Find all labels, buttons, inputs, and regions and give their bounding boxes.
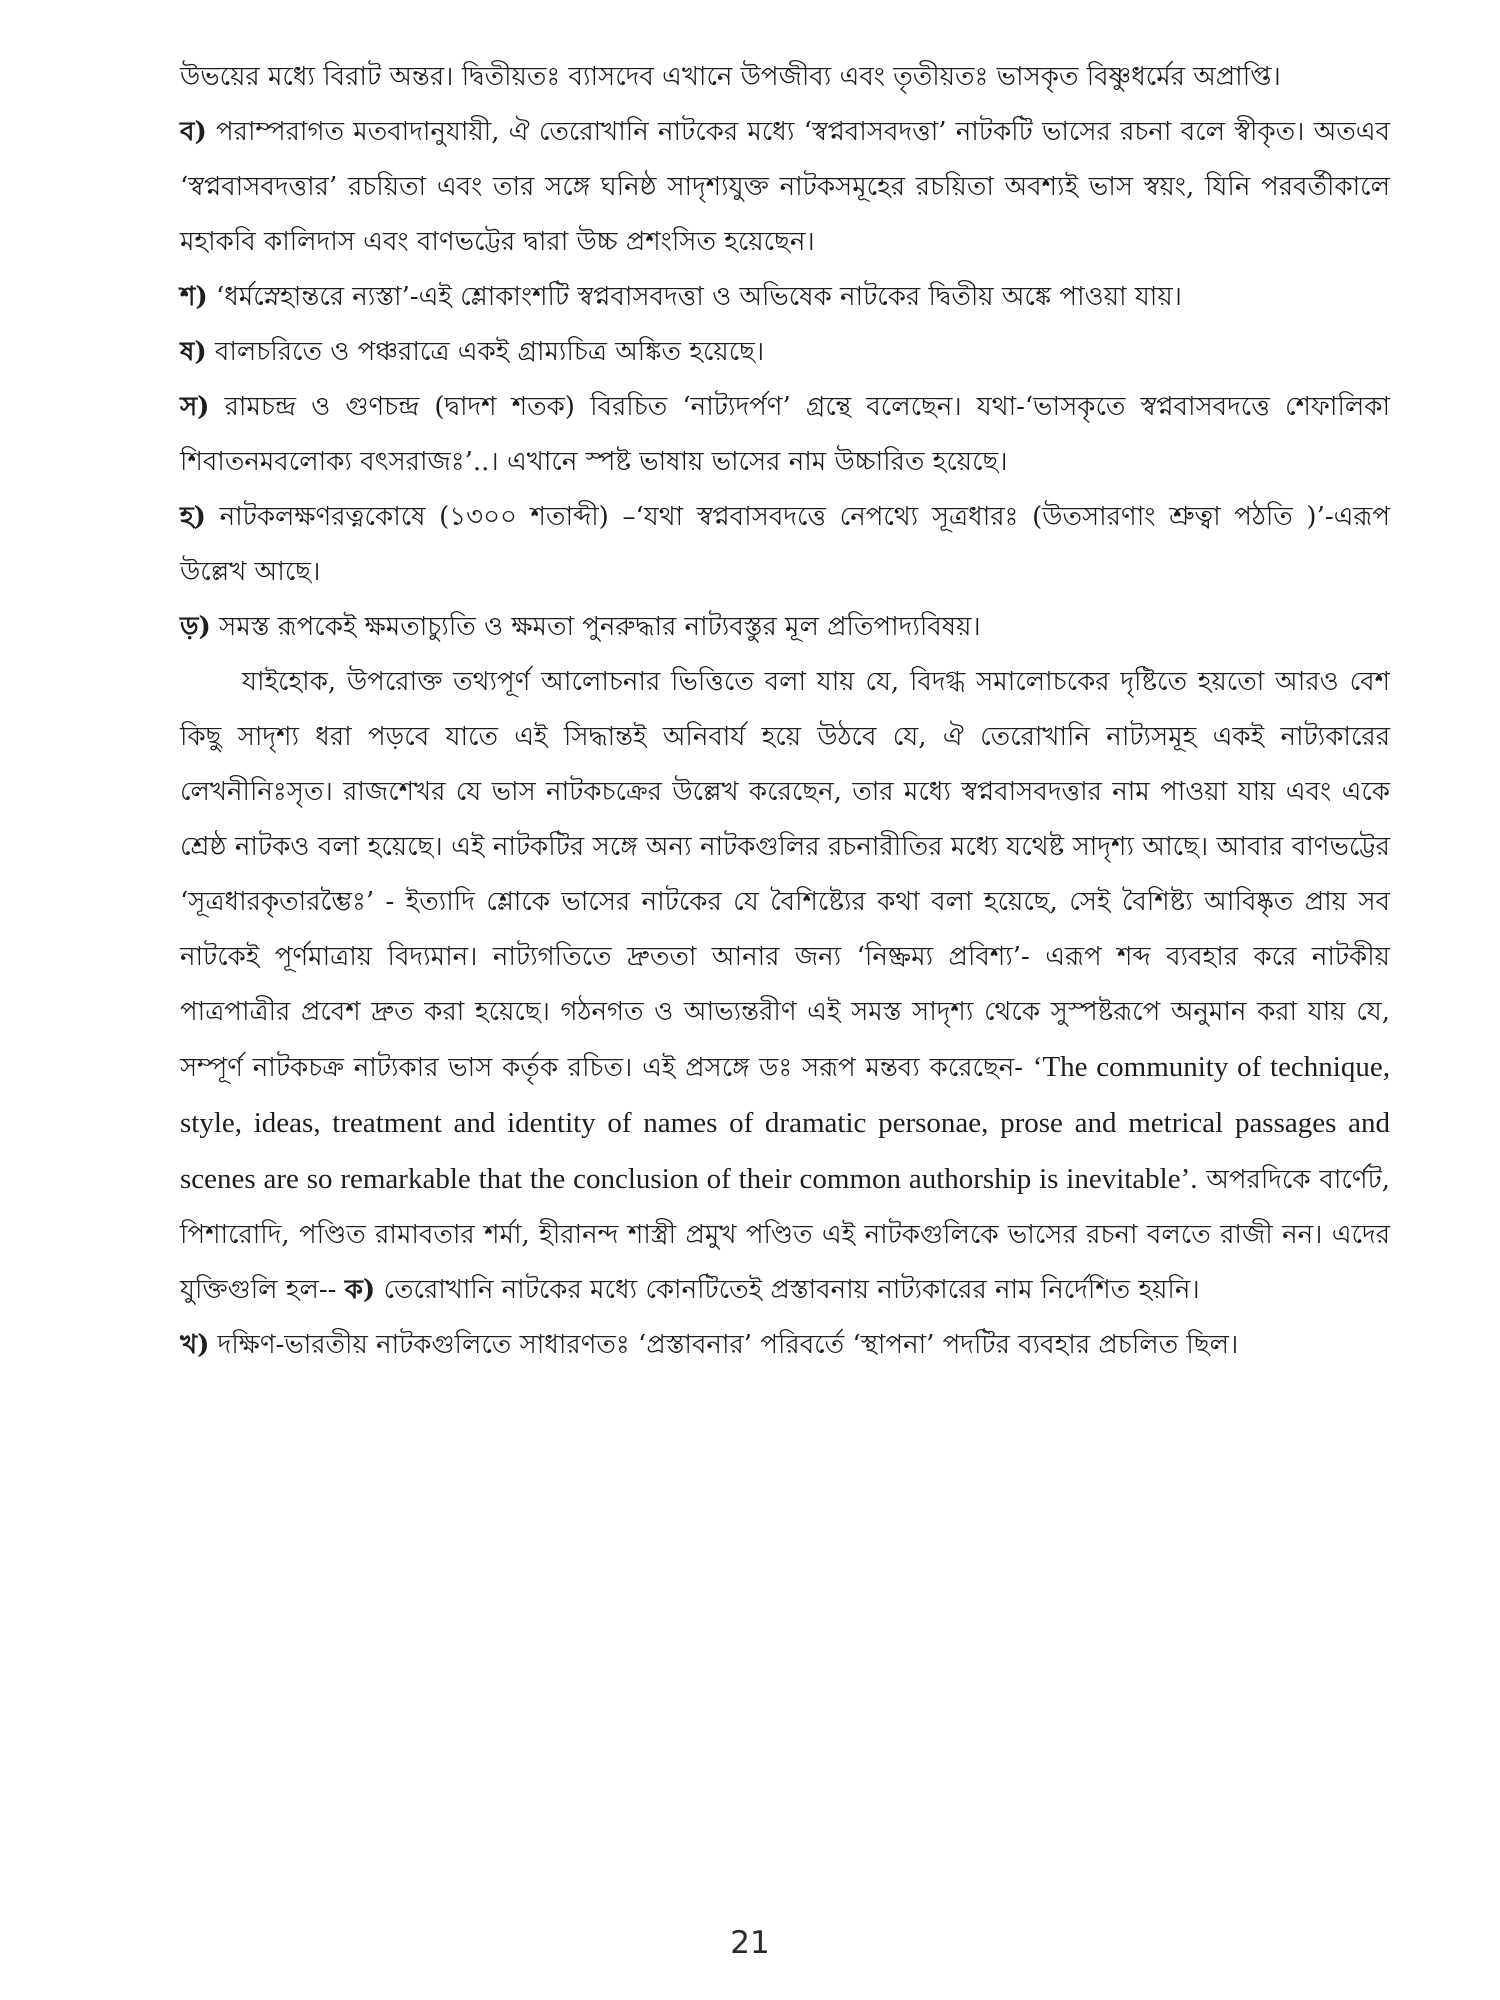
paragraph-text: ‘ধর্মস্নেহান্তরে ন্যস্তা’-এই শ্লোকাংশটি স্বপ্নবাসবদত্তা ও অভিষেক নাটকের দ্বিতীয় অঙ্কে পাওয়া যায়। [207, 282, 1182, 312]
paragraph-continuation [180, 50, 1390, 105]
paragraph-text: বালচরিতে ও পঞ্চরাত্রে একই গ্রাম্যচিত্র অঙ্কিত হয়েছে। [206, 337, 765, 367]
paragraph-label: ড়) [180, 612, 211, 642]
paragraph-text: উভয়ের মধ্যে বিরাট অন্তর। দ্বিতীয়তঃ ব্যাসদেব এখানে উপজীব্য এবং তৃতীয়তঃ ভাসকৃত বিষ্ণুধর্মের অপ্রাপ্তি। [180, 62, 1281, 92]
paragraph-ssa [180, 325, 1390, 380]
paragraph-label: খ) [180, 1330, 210, 1360]
paragraph-label: ব) [180, 117, 207, 147]
page-number: 21 [730, 1925, 770, 1961]
paragraph-rra [180, 600, 1390, 655]
english-quote: ‘The community of technique, style, ideas, treatment and identity of names of dramatic personae, prose and metrical passages and scenes are so remarkable that the conclusion of their common authorship is inevitable’. [180, 1051, 1390, 1195]
paragraph-ba [180, 105, 1390, 270]
paragraph-sa [180, 380, 1390, 490]
main-text-part-3: তেরোখানি নাটকের মধ্যে কোনটিতেই প্রস্তাবনায় নাট্যকারের নাম নির্দেশিত হয়নি। [375, 1275, 1200, 1305]
paragraph-kha [180, 1318, 1390, 1373]
paragraph-label: ক) [344, 1275, 376, 1305]
paragraph-sha [180, 270, 1390, 325]
main-text-part-1: যাইহোক, উপরোক্ত তথ্যপূর্ণ আলোচনার ভিত্তিতে বলা যায় যে, বিদগ্ধ সমালোচকের দৃষ্টিতে হয়তো আরও বেশ কিছু সাদৃশ্য ধরা পড়বে যাতে এই সিদ্ধান্তই অনিবার্য হয়ে উঠবে যে, ঐ তেরোখানি নাট্যসমূহ একই নাট্যকারের লেখনীনিঃসৃত। রাজশেখর যে ভাস নাটকচক্রের উল্লেখ করেছেন, তার মধ্যে স্বপ্নবাসবদত্তার নাম পাওয়া যায় এবং একে শ্রেষ্ঠ নাটকও বলা হয়েছে। এই নাটকটির সঙ্গে অন্য নাটকগুলির রচনারীতির মধ্যে যথেষ্ট সাদৃশ্য আছে। আবার বাণভট্টের ‘সূত্রধারকৃতারম্ভৈঃ’ - ইত্যাদি শ্লোকে ভাসের নাটকের যে বৈশিষ্ট্যের কথা বলা হয়েছে, সেই বৈশিষ্ট্য আবিষ্কৃত প্রায় সব নাটকেই পূর্ণমাত্রায় বিদ্যমান। নাট্যগতিতে দ্রুততা আনার জন্য ‘নিষ্ক্রম্য প্রবিশ্য’- এরূপ শব্দ ব্যবহার করে নাটকীয় পাত্রপাত্রীর প্রবেশ দ্রুত করা হয়েছে। গঠনগত ও আভ্যন্তরীণ এই সমস্ত সাদৃশ্য থেকে সুস্পষ্টরূপে অনুমান করা যায় যে, সম্পূর্ণ নাটকচক্র নাট্যকার ভাস কর্তৃক রচিত। এই প্রসঙ্গে ডঃ সরূপ মন্তব্য করেছেন- [180, 667, 1390, 1083]
main-text-part-2: অপরদিকে বার্ণেট, পিশারোদি, পণ্ডিত রামাবতার শর্মা, হীরানন্দ শাস্ত্রী প্রমুখ পণ্ডিত এই নাটকগুলিকে ভাসের রচনা বলতে রাজী নন। এদের যুক্তিগুলি হল-- [180, 1165, 1391, 1305]
paragraph-label: ষ) [180, 337, 207, 367]
paragraph-main-discussion [180, 655, 1390, 1318]
paragraph-text: পরাম্পরাগত মতবাদানুযায়ী, ঐ তেরোখানি নাটকের মধ্যে ‘স্বপ্নবাসবদত্তা’ নাটকটি ভাসের রচনা বলে স্বীকৃত। অতএব ‘স্বপ্নবাসবদত্তার’ রচয়িতা এবং তার সঙ্গে ঘনিষ্ঠ সাদৃশ্যযুক্ত নাটকসমূহের রচয়িতা অবশ্যই ভাস স্বয়ং, যিনি পরবর্তীকালে মহাকবি কালিদাস এবং বাণভট্টের দ্বারা উচ্চ প্রশংসিত হয়েছেন। [180, 117, 1390, 257]
paragraph-text: নাটকলক্ষণরত্নকোষে (১৩০০ শতাব্দী) –‘যথা স্বপ্নবাসবদত্তে নেপথ্যে সূত্রধারঃ (উতসারণাং শ্রুত্বা পঠতি )’-এরূপ উল্লেখ আছে। [180, 502, 1390, 587]
paragraph-text: সমস্ত রূপকেই ক্ষমতাচ্যুতি ও ক্ষমতা পুনরুদ্ধার নাট্যবস্তুর মূল প্রতিপাদ্যবিষয়। [210, 612, 981, 642]
paragraph-label: হ) [180, 502, 206, 532]
paragraph-ha [180, 490, 1390, 600]
paragraph-label: শ) [180, 282, 208, 312]
paragraph-label: স) [180, 392, 210, 422]
paragraph-text: দক্ষিণ-ভারতীয় নাটকগুলিতে সাধারণতঃ ‘প্রস্তাবনার’ পরিবর্তে ‘স্থাপনা’ পদটির ব্যবহার প্রচলিত ছিল। [209, 1330, 1239, 1360]
document-page [180, 50, 1390, 1910]
paragraph-text: রামচন্দ্র ও গুণচন্দ্র (দ্বাদশ শতক) বিরচিত ‘নাট্যদর্পণ’ গ্রন্থে বলেছেন। যথা-‘ভাসকৃতে স্বপ্নবাসবদত্তে শেফালিকা শিবাতনমবলোক্য বৎসরাজঃ’..। এখানে স্পষ্ট ভাষায় ভাসের নাম উচ্চারিত হয়েছে। [180, 392, 1390, 477]
